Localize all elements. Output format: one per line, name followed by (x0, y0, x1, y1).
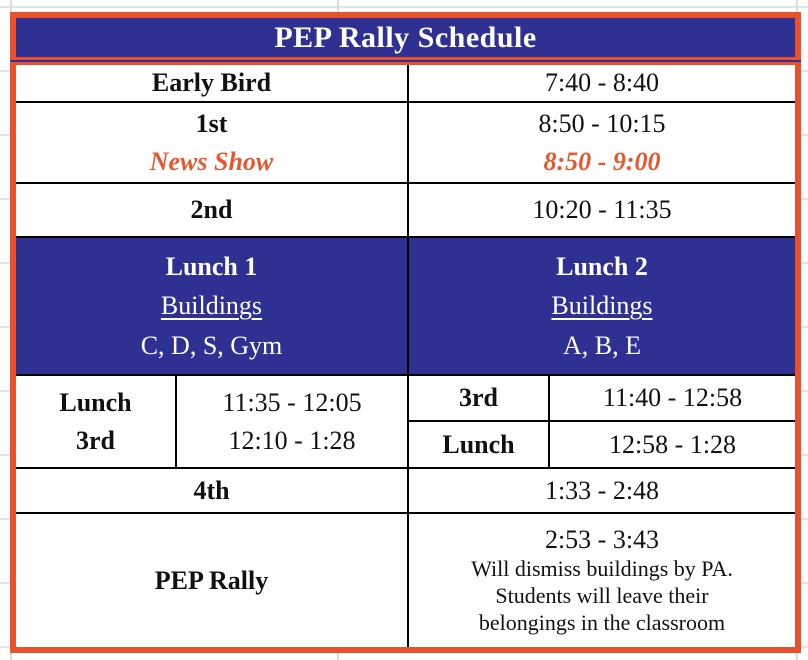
second-period-time-cell (407, 182, 795, 236)
lunch2-third-label-cell (407, 374, 548, 420)
early-bird-label: Early Bird (151, 68, 272, 98)
second-period-time: 10:20 - 11:35 (532, 195, 672, 225)
pep-rally-label: PEP Rally (154, 565, 269, 595)
schedule-table (10, 12, 801, 653)
early-bird-time-cell (407, 65, 795, 101)
pep-rally-time-cell (407, 512, 795, 647)
lunch1-period-time-line1: 11:35 - 12:05 (222, 387, 362, 417)
lunch2-third-label: 3rd (459, 383, 498, 413)
lunch1-title: Lunch 1 (165, 251, 258, 281)
lunch2-lunch-label-cell (407, 420, 548, 467)
lunch2-header-cell (407, 236, 795, 374)
lunch2-third-time-cell (548, 374, 795, 420)
table-title: PEP Rally Schedule (274, 20, 537, 54)
lunch2-lunch-time: 12:58 - 1:28 (608, 429, 737, 459)
early-bird-label-cell (16, 65, 407, 101)
fourth-period-label-cell (16, 467, 407, 512)
fourth-period-label: 4th (193, 475, 230, 505)
lunch1-period-time-cell (175, 374, 407, 467)
news-show-time: 8:50 - 9:00 (543, 146, 661, 176)
early-bird-time: 7:40 - 8:40 (544, 68, 660, 98)
lunch1-period-label-line2: 3rd (76, 425, 115, 455)
first-period-time-cell (407, 101, 795, 182)
lunch2-subtitle: Buildings (551, 291, 653, 321)
first-period-time: 8:50 - 10:15 (538, 108, 666, 138)
pep-rally-note-line2: Students will leave their (495, 582, 709, 608)
lunch1-buildings: C, D, S, Gym (140, 330, 283, 360)
lunch2-buildings: A, B, E (563, 330, 641, 360)
lunch1-subtitle: Buildings (160, 291, 263, 321)
lunch2-third-time: 11:40 - 12:58 (602, 383, 743, 413)
schedule-grid (10, 62, 801, 653)
fourth-period-time-cell (407, 467, 795, 512)
pep-rally-label-cell (16, 512, 407, 647)
pep-rally-note-line3: belongings in the classroom (478, 609, 726, 635)
table-title-bar (10, 12, 801, 60)
first-period-label-cell (16, 101, 407, 182)
news-show-label: News Show (149, 146, 274, 176)
lunch1-header-cell (16, 236, 407, 374)
second-period-label: 2nd (190, 195, 233, 225)
lunch1-period-time-line2: 12:10 - 1:28 (228, 425, 356, 455)
pep-rally-note-line1: Will dismiss buildings by PA. (471, 556, 733, 582)
lunch2-title: Lunch 2 (556, 251, 648, 281)
lunch1-period-label-cell (16, 374, 175, 467)
second-period-label-cell (16, 182, 407, 236)
lunch2-lunch-label: Lunch (442, 429, 515, 459)
fourth-period-time: 1:33 - 2:48 (544, 475, 660, 505)
lunch1-period-label-line1: Lunch (59, 387, 132, 417)
first-period-label: 1st (195, 108, 228, 138)
pep-rally-time: 2:53 - 3:43 (544, 525, 660, 555)
lunch2-lunch-time-cell (548, 420, 795, 467)
